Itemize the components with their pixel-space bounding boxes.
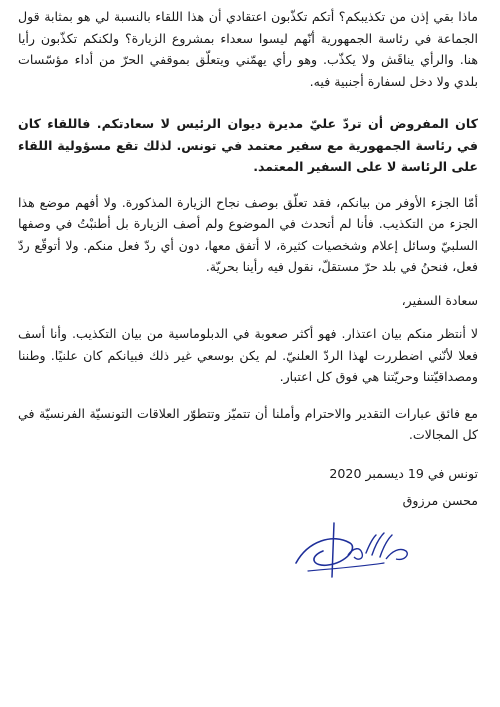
author-name: محسن مرزوق	[402, 492, 478, 508]
handwritten-signature	[288, 513, 418, 579]
paragraph-closing: مع فائق عبارات التقدير والاحترام وأملنا أن تتميّز وتتطوّر العلاقات التونسيّة الفرنسيّة في كل المجالات.	[18, 405, 478, 442]
paragraph-apology: لا أنتظر منكم بيان اعتذار. فهو أكثر صعوبة في الدبلوماسية من بيان التكذيب. وأنا أسف فعلا لأنّني اضطررت لهذا الردّ العلنيّ. لم يكن بوسعي غير ذلك فبيانكم كان علنيًا. وطننا ومصداقيّتنا وحريّتنا هي فوق كل اعتبار.	[18, 326, 478, 384]
paragraph-denial-question: ماذا بقي إذن من تكذيبكم؟ أتكم تكذّبون اعتقادي أن هذا اللقاء بالنسبة لي هو بمثابة قول الجماعة في رئاسة الجمهورية أنّهم ليسوا سعداء بمشروع الزيارة؟ ولكنكم تكذّبون رأيا هنا. والرأي يناقَش ولا يكذّب. وهو رأي يهمّني ويتعلّق بموقفي الحرّ من أداء مؤسّسات بلدي ولا دخل لسفارة أجنبية فيه.	[18, 9, 478, 89]
paragraph-visit-description: أمّا الجزء الأوفر من بيانكم، فقد تعلّق بوصف نجاح الزيارة المذكورة. ولا أفهم موضع هذا الجزء من التكذيب. فأنا لم أتحدث في الموضوع ولم أصف الزيارة بل أطنبْتُ في وصفها السلبيّ وسائل إعلام وشخصيات كثيرة، لا أتفق معها، دون أي ردّ فعل منكم. ولا أتوقّع ردّ فعل، فنحنُ في بلد حرّ مستقلّ، نقول فيه رأينا بحريّة.	[18, 194, 478, 274]
salutation: سعادة السفير،	[401, 292, 478, 308]
signature-block	[18, 460, 478, 514]
paragraph-responsibility: كان المفروض أن تردّ عليّ مديرة ديوان الرئيس لا سعادتكم. فاللقاء كان في رئاسة الجمهورية مع سفير معتمد في تونس. لذلك تقع مسؤولية اللقاء على الرئاسة لا على السفير المعتمد.	[18, 116, 478, 174]
date-line: تونس في 19 ديسمبر 2020	[329, 465, 478, 481]
